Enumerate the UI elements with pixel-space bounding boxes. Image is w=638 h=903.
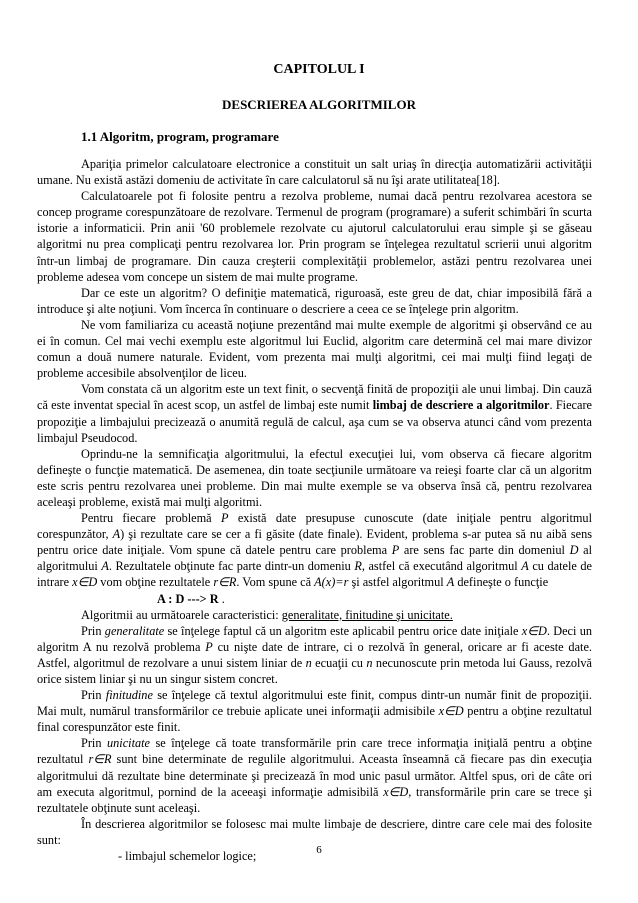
paragraph-6: Oprindu-ne la semnificaţia algoritmului, la efectul execuţiei lui, vom observa că fiecare algoritm defineşte o funcţie matematică. De asemenea, din toate secţiunile următoare va reieşi foarte clar că un algoritm este scris pentru rezolvarea unei probleme. Din mai multe exemple se va observa însă că, pentru rezolvarea aceleaşi probleme, există mai mulţi algoritmi. bbox=[37, 446, 592, 509]
italic-term: A bbox=[112, 527, 121, 542]
text-run: , astfel că executând algoritmul bbox=[361, 559, 522, 574]
page-number: 6 bbox=[316, 844, 322, 856]
text-run: se înţelege că toate transformările prin care trece informaţia iniţială pentru a obţine rezultatul bbox=[37, 736, 592, 767]
text-run: are sens fac parte din domeniul bbox=[399, 543, 570, 558]
text-run: cu nişte date de intrare, ci o rezolvă în general, oricare ar fi aceste date. Astfel, algoritmul de rezolvare a unui sistem liniar de bbox=[37, 639, 592, 670]
text-run: se înţelege că textul algoritmului este finit, compus dintr-un număr finit de propoziţii. Mai mult, numărul transformărilor ce trebuie aplicate unei informaţii admisibile bbox=[37, 688, 592, 719]
text-run: al algoritmului bbox=[37, 543, 593, 574]
italic-term: A bbox=[101, 559, 109, 574]
text-run: Prin bbox=[81, 623, 105, 638]
text-run: vom obţine rezultatele bbox=[97, 575, 214, 590]
list-item: - limbajul schemelor logice; bbox=[118, 849, 257, 864]
paragraph-9 bbox=[37, 623, 592, 687]
italic-term: P bbox=[220, 511, 229, 526]
italic-term: n bbox=[305, 655, 312, 670]
chapter-subtitle: DESCRIEREA ALGORITMILOR bbox=[222, 97, 416, 112]
italic-term: D bbox=[569, 543, 579, 558]
paragraph-2: Calculatoarele pot fi folosite pentru a rezolva probleme, numai dacă pentru rezolvarea acestora se concep programe corespunzătoare de rezolvare. Termenul de program (programare) a suferit schimbări în scurta istorie a informaticii. Prin anii '60 problemele rezolvate cu ajutorul calculatorului erau simple şi se găseau algoritmi nu prea complicaţi pentru rezolvarea lor. Prin program se înţelegea rezultatul scrierii unui algoritm într-un limbaj de programare. Din cauza creşterii complexităţii problemelor, astăzi pentru rezolvarea unei probleme adesea vom concepe un sistem de mai multe programe. bbox=[37, 189, 592, 284]
text-run: există date presupuse cunoscute (date iniţiale pentru algoritmul corespunzător, bbox=[37, 511, 592, 542]
text-run: cu datele de intrare bbox=[37, 559, 592, 590]
text-run: se înţelege faptul că un algoritm este aplicabil pentru orice date iniţiale bbox=[164, 623, 522, 638]
paragraph-5-text-end: . Fiecare propoziţie a limbajului precizează o anumită regulă de calcul, aşa cum se va observa atunci când vom prezenta limbajul Pseudocod. bbox=[37, 398, 593, 445]
italic-term: finitudine bbox=[105, 688, 153, 703]
italic-term: R bbox=[354, 559, 362, 574]
body-text bbox=[37, 156, 592, 864]
text-run: sunt bine determinate de regulile algoritmului. Aceasta înseamnă că fiecare pas din execuţia algoritmului dă rezultate bine determinate şi precizează în mod unic pasul următor. Altfel spus, ori de câte ori am executa algoritmul, pornind de la aceeaşi informaţie admisibilă bbox=[37, 752, 592, 799]
formula-text: A : D ---> R bbox=[157, 591, 219, 606]
italic-term: P bbox=[205, 639, 213, 654]
text-run: ) şi rezultate care se cer a fi găsite (date finale). Evident, problema s-ar putea să nu aibă sens pentru orice date iniţiale. Vom spune că datele pentru care problema bbox=[37, 527, 593, 558]
function-formula bbox=[37, 591, 592, 607]
italic-term: generalitate bbox=[104, 623, 165, 638]
text-run: defineşte o funcţie bbox=[454, 575, 549, 590]
section-heading: 1.1 Algoritm, program, programare bbox=[81, 129, 279, 144]
italic-term: x∈D bbox=[521, 623, 547, 638]
italic-term: unicitate bbox=[106, 736, 151, 751]
italic-term: r∈R bbox=[213, 575, 237, 590]
text-run: . Deci un algoritm A nu rezolvă problema bbox=[37, 623, 593, 654]
text-run: ecuaţii cu bbox=[311, 655, 367, 670]
paragraph-8-text: Algoritmii au următoarele caracteristici: bbox=[81, 607, 282, 622]
italic-term: x∈D bbox=[72, 575, 98, 590]
paragraph-3: Dar ce este un algoritm? O definiţie matematică, riguroasă, este greu de dat, chiar imposibilă fără a introduce şi alte noţiuni. Vom încerca în continuare o descriere a ceea ce se înţelege prin algoritm. bbox=[37, 285, 592, 316]
italic-term: A bbox=[446, 575, 455, 590]
paragraph-7 bbox=[37, 510, 592, 590]
text-run: Prin bbox=[81, 688, 106, 703]
paragraph-11 bbox=[37, 735, 592, 815]
text-run: . Vom spune că bbox=[236, 575, 315, 590]
chapter-heading: CAPITOLUL I bbox=[273, 62, 365, 77]
paragraph-5-text: Vom constata că un algoritm este un text finit, o secvenţă finită de propoziţii ale unui limbaj. Din cauză că este inventat special în acest scop, un astfel de limbaj este numit bbox=[37, 382, 592, 413]
text-run: pentru a obţine rezultatul final corespunzător este finit. bbox=[37, 704, 593, 735]
underlined-characteristics: generalitate, finitudine şi unicitate. bbox=[281, 607, 453, 622]
italic-term: r∈R bbox=[88, 752, 112, 767]
paragraph-10 bbox=[37, 687, 592, 735]
italic-term: A bbox=[521, 559, 529, 574]
italic-term: x∈D bbox=[383, 784, 409, 799]
paragraph-4: Ne vom familiariza cu această noţiune prezentând mai multe exemple de algoritmi şi observând ce au ei în comun. Cel mai vechi exemplu este algoritmul lui Euclid, algoritm care determină cel mai mare divizor comun a două numere naturale. Evident, vom prezenta mai mulţi algoritmi, cei mai mulţi fiind legaţi de probleme accesibile absolvenţilor de liceu. bbox=[37, 317, 592, 381]
formula-end: . bbox=[218, 591, 225, 606]
italic-term: x∈D bbox=[438, 704, 464, 719]
italic-term: n bbox=[366, 655, 373, 670]
text-run: . Rezultatele obţinute fac parte dintr-un domeniu bbox=[108, 559, 355, 574]
paragraph-1: Apariţia primelor calculatoare electronice a constituit un salt uriaş în direcţia automatizării activităţii umane. Nu există astăzi domeniu de activitate în care calculatorul să nu îşi arate utilitatea[18]. bbox=[37, 157, 592, 188]
italic-term: P bbox=[391, 543, 400, 558]
paragraph-5 bbox=[37, 381, 592, 445]
text-run: , transformările prin care se trece şi rezultatele obţinute sunt aceleaşi. bbox=[37, 784, 593, 815]
bold-term: limbaj de descriere a algoritmilor bbox=[372, 398, 550, 413]
paragraph-8 bbox=[37, 607, 592, 623]
text-run: Prin bbox=[81, 736, 107, 751]
text-run: necunoscute prin metoda lui Gauss, rezolvă orice sistem liniar şi nu un singur sistem concret. bbox=[37, 655, 592, 686]
text-run: Pentru fiecare problemă bbox=[81, 511, 221, 526]
paragraph-12: În descrierea algoritmilor se folosesc mai multe limbaje de descriere, dintre care cele mai des folosite sunt: bbox=[37, 816, 592, 847]
text-run: şi astfel algoritmul bbox=[348, 575, 447, 590]
italic-term: A(x)=r bbox=[314, 575, 349, 590]
